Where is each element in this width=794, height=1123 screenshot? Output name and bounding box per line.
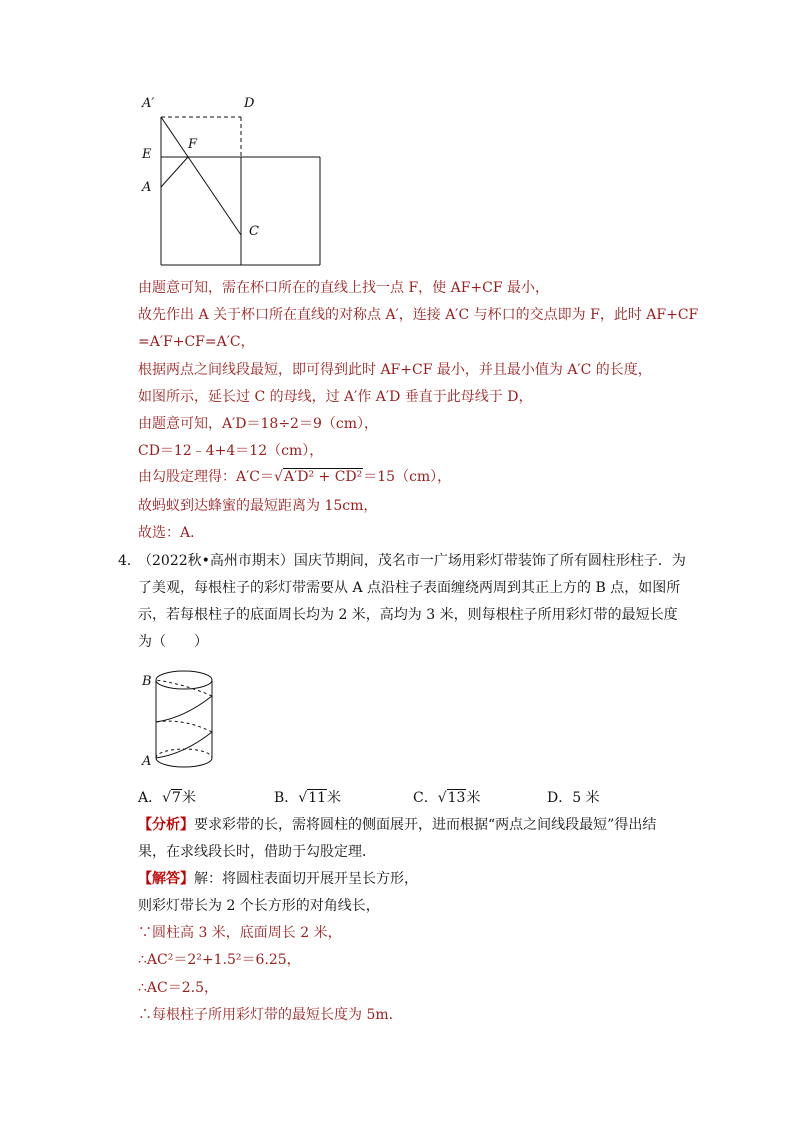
solution-line: 故选：A． bbox=[138, 525, 205, 541]
option-a bbox=[138, 787, 196, 807]
solution-line: 如图所示，延长过 C 的母线，过 A′作 A′D 垂直于此母线于 D， bbox=[138, 389, 533, 405]
option-b bbox=[274, 787, 341, 807]
option-c bbox=[413, 787, 480, 807]
answer-line: ∴AC＝2.5， bbox=[138, 980, 218, 996]
pythagoras-suffix: ＝15（cm）， bbox=[363, 469, 452, 485]
option-c-unit: 米 bbox=[466, 790, 481, 806]
answer-text: 解：将圆柱表面切开展开呈长方形， bbox=[194, 871, 418, 887]
sqrt-13: √13 bbox=[437, 790, 466, 806]
label-f: F bbox=[188, 137, 198, 152]
option-b-radicand: 11 bbox=[308, 790, 327, 806]
label-e: E bbox=[142, 147, 152, 162]
pythagoras-prefix: 由勾股定理得：A′C＝ bbox=[138, 469, 275, 485]
option-d: D．5 米 bbox=[547, 790, 600, 806]
option-c-radicand: 13 bbox=[447, 790, 466, 806]
figure-cylinder-spiral bbox=[140, 662, 230, 777]
label-a: A bbox=[142, 180, 152, 195]
solution-line: 由题意可知，A′D＝18÷2＝9（cm）， bbox=[138, 416, 378, 432]
option-b-prefix: B． bbox=[274, 790, 299, 806]
label-a-prime: A′ bbox=[142, 96, 155, 111]
figure-unfolded-cylinder bbox=[140, 95, 340, 270]
label-c: C bbox=[249, 224, 259, 239]
solution-line: 故先作出 A 关于杯口所在直线的对称点 A′，连接 A′C 与杯口的交点即为 F，此时 AF+CF bbox=[138, 307, 699, 323]
solution-line-pythagoras bbox=[138, 467, 451, 487]
solution-line: 根据两点之间线段最短，即可得到此时 AF+CF 最小，并且最小值为 A′C 的长度， bbox=[138, 362, 652, 378]
question-line: 为（ ） bbox=[138, 634, 208, 650]
solution-line: 由题意可知，需在杯口所在的直线上找一点 F，使 AF+CF 最小， bbox=[138, 280, 550, 296]
question-number: 4． bbox=[118, 553, 141, 569]
answer-tag: 【解答】 bbox=[138, 871, 194, 887]
option-a-prefix: A． bbox=[138, 790, 163, 806]
solution-line: 故蚂蚁到达蜂蜜的最短距离为 15cm， bbox=[138, 498, 378, 514]
answer-line: ∴每根柱子所用彩灯带的最短长度为 5m． bbox=[138, 1007, 403, 1023]
label-a-cylinder: A bbox=[142, 754, 152, 769]
sqrt-expression: √A′D² + CD² bbox=[274, 469, 363, 485]
answer-line bbox=[138, 869, 418, 889]
label-b: B bbox=[142, 674, 152, 689]
option-b-unit: 米 bbox=[327, 790, 342, 806]
option-a-unit: 米 bbox=[181, 790, 196, 806]
question-line: （2022秋•高州市期末）国庆节期间，茂名市一广场用彩灯带装饰了所有圆柱形柱子．为 bbox=[138, 553, 686, 569]
analysis-text: 要求彩带的长，需将圆柱的侧面展开，进而根据“两点之间线段最短”得出结 bbox=[194, 817, 657, 833]
option-c-prefix: C． bbox=[413, 790, 438, 806]
solution-line: CD＝12﹣4+4＝12（cm）， bbox=[138, 443, 324, 459]
question-line: 了美观，每根柱子的彩灯带需要从 A 点沿柱子表面缠绕两周到其正上方的 B 点，如图所 bbox=[138, 580, 681, 596]
radicand: A′D² + CD² bbox=[283, 469, 363, 485]
analysis-tag: 【分析】 bbox=[138, 817, 194, 833]
solution-line: =A′F+CF=A′C， bbox=[138, 334, 255, 350]
sqrt-11: √11 bbox=[298, 790, 327, 806]
label-d: D bbox=[244, 96, 255, 111]
analysis-line bbox=[138, 815, 656, 835]
option-a-radicand: 7 bbox=[172, 790, 181, 806]
question-line: 示，若每根柱子的底面周长均为 2 米，高均为 3 米，则每根柱子所用彩灯带的最短长度 bbox=[138, 607, 678, 623]
answer-line: ∵圆柱高 3 米，底面周长 2 米， bbox=[138, 925, 342, 941]
answer-line: ∴AC²＝2²+1.5²＝6.25， bbox=[138, 952, 301, 968]
sqrt-7: √7 bbox=[162, 790, 181, 806]
analysis-line: 果，在求线段长时，借助于勾股定理． bbox=[138, 844, 376, 860]
answer-line: 则彩灯带长为 2 个长方形的对角线长， bbox=[138, 898, 380, 914]
